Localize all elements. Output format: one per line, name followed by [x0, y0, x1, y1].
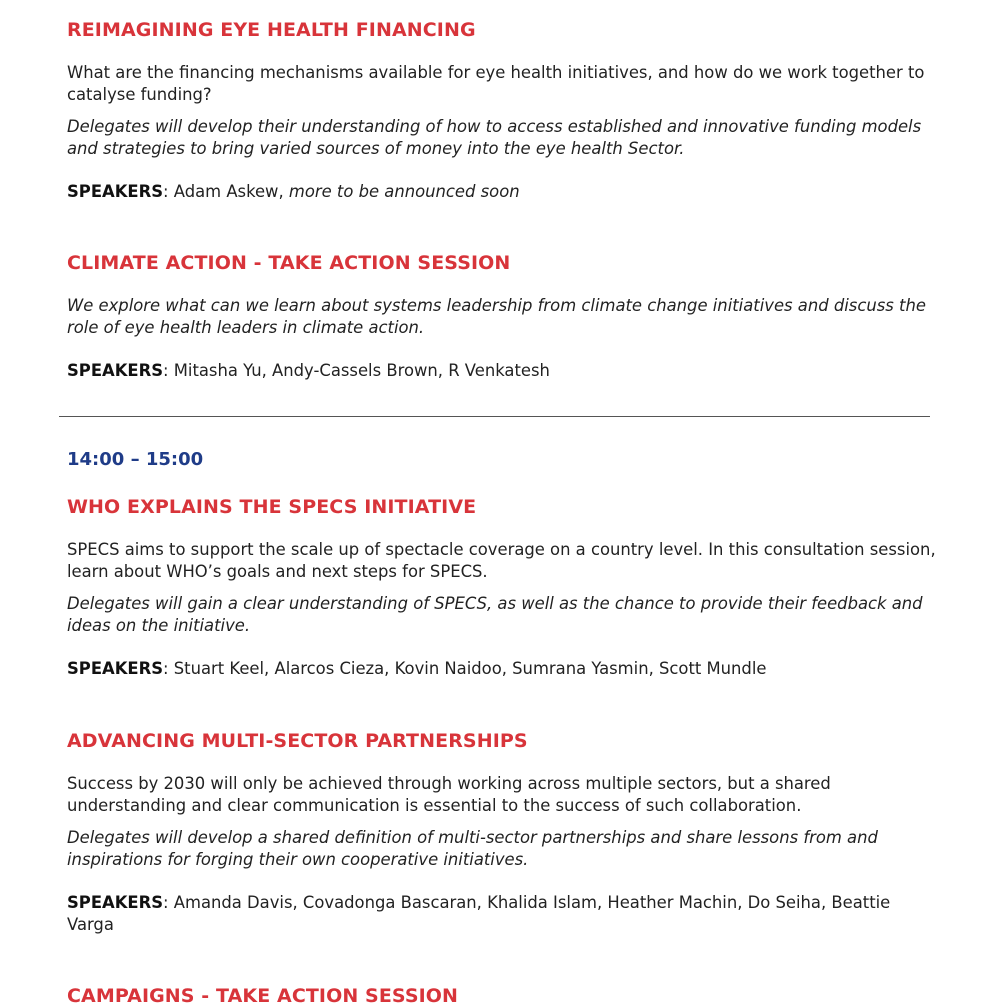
time-slot-heading: 14:00 – 15:00 — [67, 449, 204, 470]
session-title: WHO EXPLAINS THE SPECS INITIATIVE — [67, 496, 477, 518]
session-outcome: Delegates will develop a shared definition of multi-sector partnerships and share lessons from and inspirations for forging their own cooperative initiatives. — [67, 828, 878, 869]
speakers-label: SPEAKERS — [67, 361, 164, 380]
session-description: What are the financing mechanisms available for eye health initiatives, and how do we work together to catalyse funding? — [67, 63, 925, 104]
speakers-names: Stuart Keel, Alarcos Cieza, Kovin Naidoo, Sumrana Yasmin, Scott Mundle — [173, 659, 767, 678]
speakers-label: SPEAKERS — [67, 659, 164, 678]
session-speakers: SPEAKERS: Adam Askew, more to be announced soon — [67, 182, 520, 201]
speakers-names: Adam Askew, — [173, 182, 284, 201]
speakers-more: more to be announced soon — [288, 182, 520, 201]
session-title: CAMPAIGNS - TAKE ACTION SESSION — [67, 985, 459, 1007]
session-speakers: SPEAKERS: Amanda Davis, Covadonga Bascaran, Khalida Islam, Heather Machin, Do Seiha, Beattie Varga — [67, 893, 891, 934]
session-description: Success by 2030 will only be achieved through working across multiple sectors, but a shared understanding and clear communication is essential to the success of such collaboration. — [67, 774, 831, 815]
session-outcome: We explore what can we learn about systems leadership from climate change initiatives and discuss the role of eye health leaders in climate action. — [67, 296, 926, 337]
session-speakers: SPEAKERS: Mitasha Yu, Andy-Cassels Brown, R Venkatesh — [67, 361, 550, 380]
session-outcome: Delegates will develop their understanding of how to access established and innovative funding models and strategies to bring varied sources of money into the eye health Sector. — [67, 117, 922, 158]
session-title: ADVANCING MULTI-SECTOR PARTNERSHIPS — [67, 730, 528, 752]
speakers-label: SPEAKERS — [67, 182, 164, 201]
session-climate-action — [67, 251, 937, 382]
session-multi-sector-partnerships — [67, 729, 937, 936]
speakers-names: Amanda Davis, Covadonga Bascaran, Khalida Islam, Heather Machin, Do Seiha, Beattie Varga — [67, 893, 891, 934]
session-who-specs-initiative — [67, 495, 937, 680]
speakers-names: Mitasha Yu, Andy-Cassels Brown, R Venkatesh — [173, 361, 550, 380]
session-reimagining-eye-health-financing — [67, 18, 937, 203]
session-outcome: Delegates will gain a clear understanding of SPECS, as well as the chance to provide their feedback and ideas on the initiative. — [67, 594, 923, 635]
session-campaigns — [67, 984, 937, 1008]
session-title: REIMAGINING EYE HEALTH FINANCING — [67, 19, 476, 41]
session-title: CLIMATE ACTION - TAKE ACTION SESSION — [67, 252, 511, 274]
session-description: SPECS aims to support the scale up of spectacle coverage on a country level. In this consultation session, learn about WHO’s goals and next steps for SPECS. — [67, 540, 936, 581]
section-divider — [59, 416, 930, 417]
speakers-label: SPEAKERS — [67, 893, 164, 912]
session-speakers: SPEAKERS: Stuart Keel, Alarcos Cieza, Kovin Naidoo, Sumrana Yasmin, Scott Mundle — [67, 659, 767, 678]
